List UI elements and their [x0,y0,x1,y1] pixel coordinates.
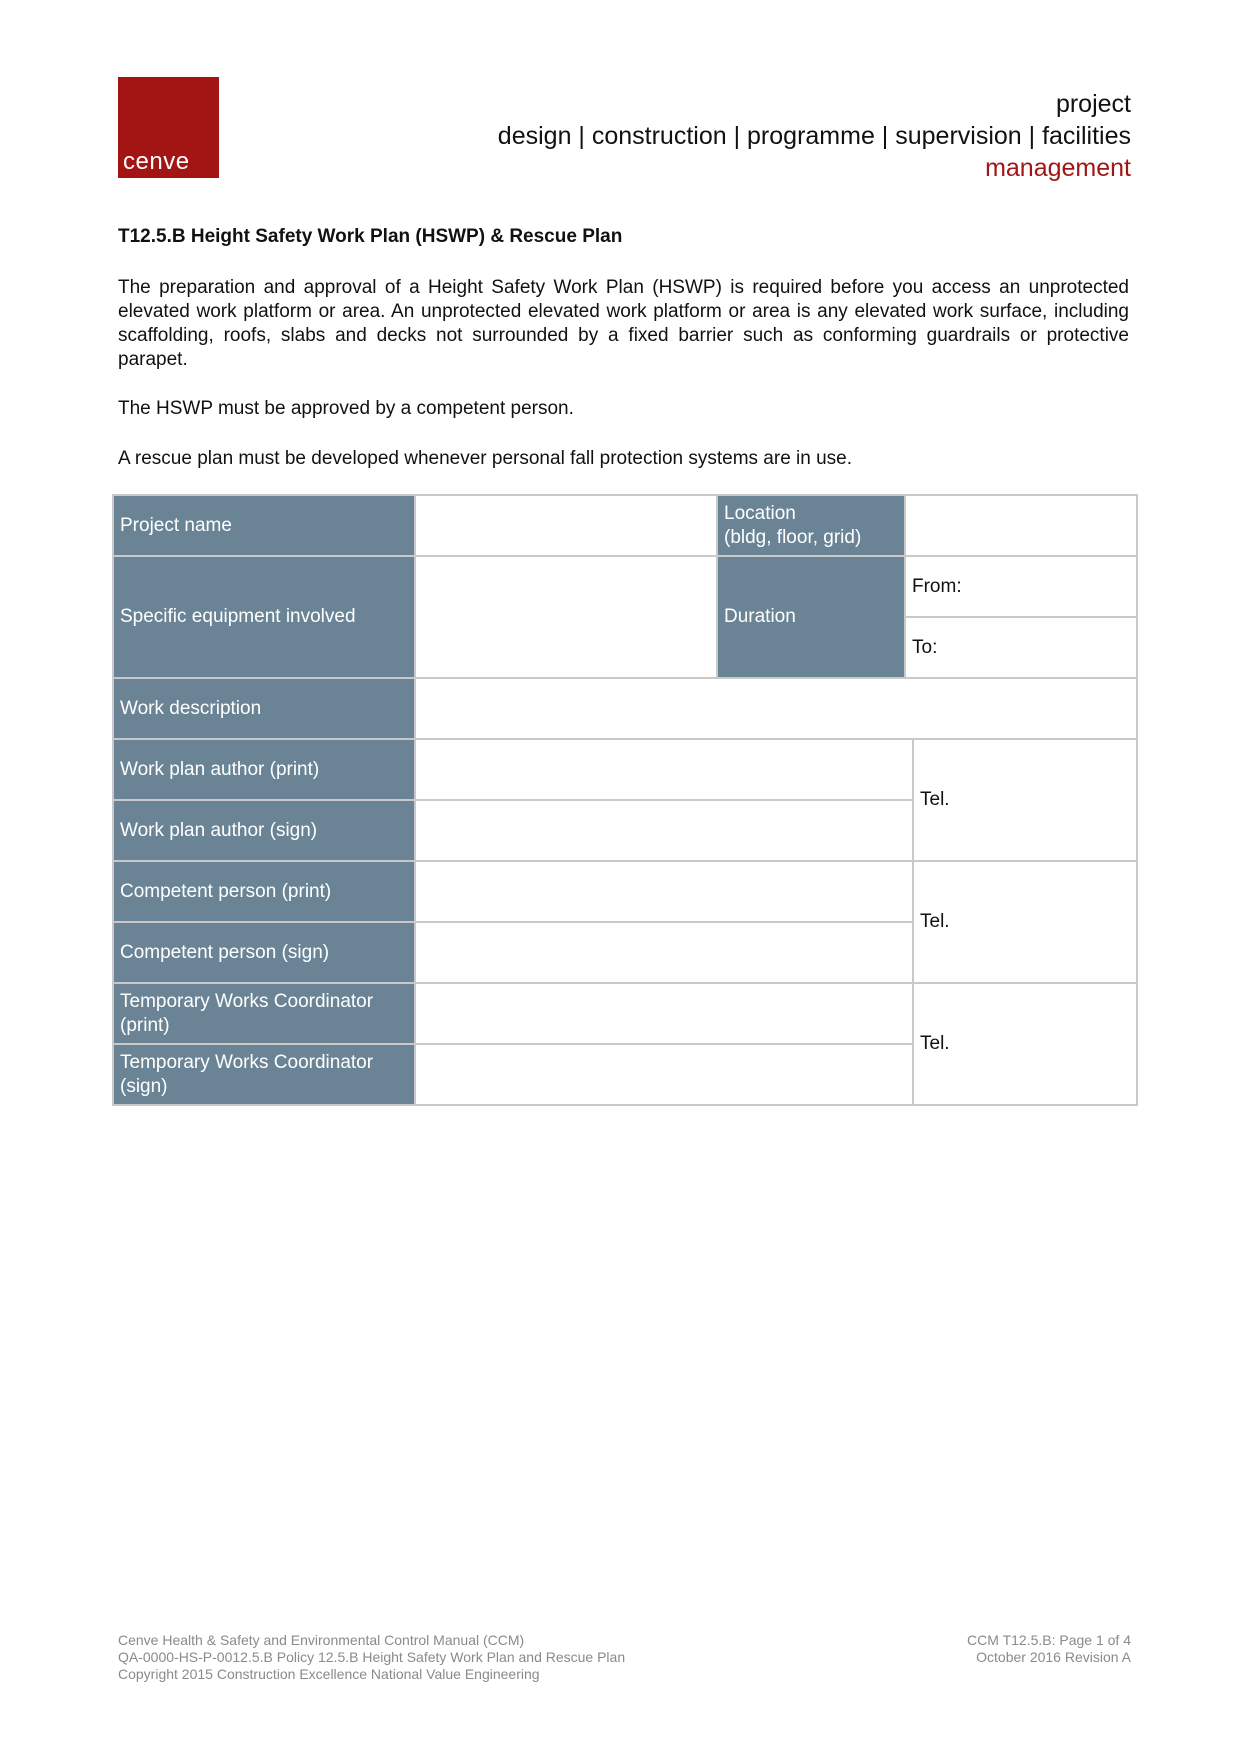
footer-left [118,1632,625,1683]
duration-from-field[interactable] [905,556,1137,617]
twc-sign-field[interactable] [415,1044,913,1105]
tagline-line-3: management [985,154,1131,182]
competent-print-label: Competent person (print) [113,861,415,922]
location-field[interactable] [905,495,1137,556]
to-label: To: [912,636,938,658]
footer-copyright: Copyright 2015 Construction Excellence National Value Engineering [118,1666,540,1682]
form-row-author-print [113,739,1137,800]
author-tel-field[interactable] [913,739,1137,861]
duration-to-field[interactable] [905,617,1137,678]
from-label: From: [912,575,962,597]
competent-tel-label: Tel. [920,911,950,932]
intro-paragraph: The preparation and approval of a Height Safety Work Plan (HSWP) is required before you access an unprotected elevated work platform or area. An unprotected elevated work platform or area is any elevated work surface, including scaffolding, roofs, slabs and decks not surrounded by a fixed barrier such as conforming guardrails or protective parapet. [118,277,1129,370]
twc-print-field[interactable] [415,983,913,1044]
footer-page-number: CCM T12.5.B: Page 1 of 4 [967,1632,1131,1648]
project-name-label: Project name [113,495,415,556]
author-tel-label: Tel. [920,789,950,810]
logo-text: cenve [123,148,190,175]
twc-print-label-line-2: (print) [120,1014,170,1036]
competent-tel-field[interactable] [913,861,1137,983]
footer-document-code: QA-0000-HS-P-0012.5.B Policy 12.5.B Height Safety Work Plan and Rescue Plan [118,1649,626,1665]
work-description-field[interactable] [415,678,1137,739]
footer-manual-title: Cenve Health & Safety and Environmental Control Manual (CCM) [118,1632,525,1648]
document-title: T12.5.B Height Safety Work Plan (HSWP) & Rescue Plan [118,226,623,247]
twc-print-label-line-1: Temporary Works Coordinator [120,990,374,1012]
duration-label: Duration [717,556,905,678]
tagline-line-2: design | construction | programme | supervision | facilities [497,122,1131,150]
work-description-label: Work description [113,678,415,739]
author-sign-label: Work plan author (sign) [113,800,415,861]
form-row-project [113,495,1137,556]
form-row-competent-print [113,861,1137,922]
hswp-form-table [112,494,1138,1106]
footer-right [967,1632,1131,1666]
header-tagline [498,88,1131,184]
twc-sign-label [113,1044,415,1105]
author-sign-field[interactable] [415,800,913,861]
twc-print-label [113,983,415,1044]
twc-sign-label-line-2: (sign) [120,1075,168,1097]
approval-paragraph: The HSWP must be approved by a competent person. [118,398,574,419]
rescue-paragraph: A rescue plan must be developed whenever personal fall protection systems are in use. [118,448,853,469]
twc-sign-label-line-1: Temporary Works Coordinator [120,1051,374,1073]
tagline-line-1: project [1055,90,1131,118]
form-row-equipment-from [113,556,1137,617]
project-name-field[interactable] [415,495,717,556]
competent-print-field[interactable] [415,861,913,922]
competent-sign-field[interactable] [415,922,913,983]
author-print-field[interactable] [415,739,913,800]
form-row-twc-print [113,983,1137,1044]
author-print-label: Work plan author (print) [113,739,415,800]
twc-tel-field[interactable] [913,983,1137,1105]
footer-revision: October 2016 Revision A [976,1649,1131,1665]
location-label [717,495,905,556]
form-row-work-description [113,678,1137,739]
equipment-label: Specific equipment involved [113,556,415,678]
twc-tel-label: Tel. [920,1033,950,1054]
location-label-line-2: (bldg, floor, grid) [724,526,862,548]
cenve-logo [118,77,219,178]
location-label-line-1: Location [724,502,796,524]
equipment-field[interactable] [415,556,717,678]
competent-sign-label: Competent person (sign) [113,922,415,983]
